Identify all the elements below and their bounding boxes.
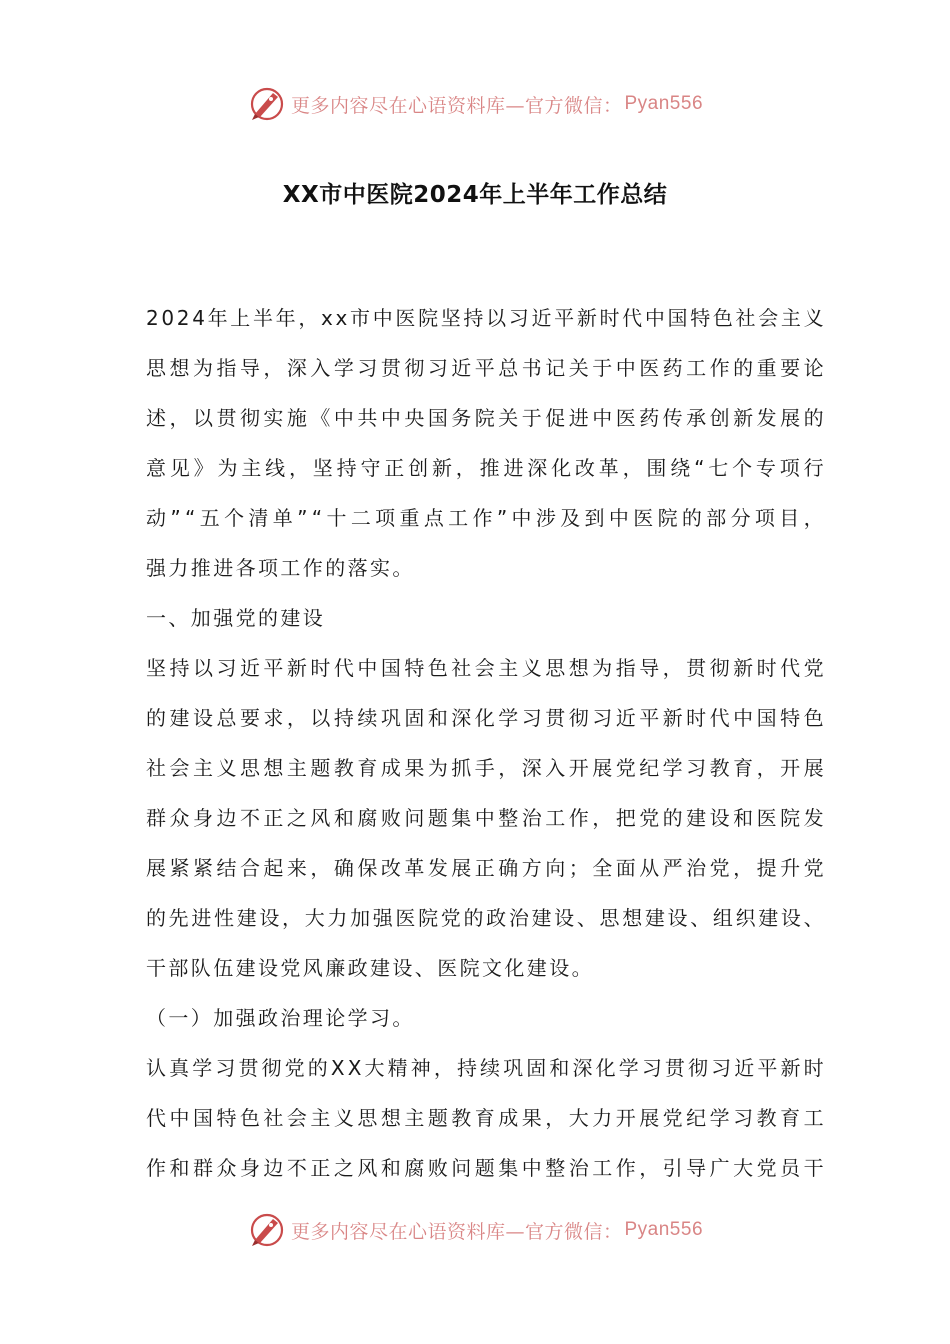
text-line: 干部队伍建设党风廉政建设、医院文化建设。	[146, 956, 594, 980]
watermark-text: 更多内容尽在心语资料库—官方微信：	[290, 94, 623, 117]
text-line: 认真学习贯彻党的XX大精神，持续巩固和深化学习贯彻习近平新时	[146, 1056, 827, 1080]
text-line: 展紧紧结合起来，确保改革发展正确方向；全面从严治党，提升党	[146, 856, 828, 880]
document-body	[146, 293, 826, 1193]
text-line: 思想为指导，深入学习贯彻习近平总书记关于中医药工作的重要论	[146, 356, 828, 380]
pen-nib-circle-icon	[247, 1210, 287, 1250]
text-line: 群众身边不正之风和腐败问题集中整治工作，把党的建设和医院发	[146, 806, 828, 830]
watermark-footer	[0, 1208, 950, 1252]
text-line: 一、加强党的建设	[146, 606, 326, 630]
text-line: 代中国特色社会主义思想主题教育成果，大力开展党纪学习教育工	[146, 1106, 828, 1130]
text-line: 坚持以习近平新时代中国特色社会主义思想为指导，贯彻新时代党	[146, 656, 828, 680]
text-line: 社会主义思想主题教育成果为抓手，深入开展党纪学习教育，开展	[146, 756, 828, 780]
text-line: 述，以贯彻实施《中共中央国务院关于促进中医药传承创新发展的	[146, 406, 828, 430]
text-line: （一）加强政治理论学习。	[146, 1006, 415, 1030]
text-line: 作和群众身边不正之风和腐败问题集中整治工作，引导广大党员干	[146, 1156, 828, 1180]
text-line: 强力推进各项工作的落实。	[146, 556, 415, 580]
text-line: 动”“五个清单”“十二项重点工作”中涉及到中医院的部分项目，	[146, 506, 828, 530]
watermark-text: 更多内容尽在心语资料库—官方微信：	[290, 1220, 623, 1243]
document-title: XX市中医院2024年上半年工作总结	[282, 182, 668, 208]
watermark-wechat-id: Pyan556	[624, 1219, 704, 1240]
text-line: 的建设总要求，以持续巩固和深化学习贯彻习近平新时代中国特色	[146, 706, 828, 730]
text-line: 的先进性建设，大力加强医院党的政治建设、思想建设、组织建设、	[146, 906, 827, 930]
text-line: 2024年上半年，xx市中医院坚持以习近平新时代中国特色社会主义	[146, 306, 827, 330]
watermark-wechat-id: Pyan556	[624, 93, 704, 114]
text-line: 意见》为主线，坚持守正创新，推进深化改革，围绕“七个专项行	[146, 456, 828, 480]
watermark-header	[0, 82, 950, 126]
pen-nib-circle-icon	[247, 84, 287, 124]
